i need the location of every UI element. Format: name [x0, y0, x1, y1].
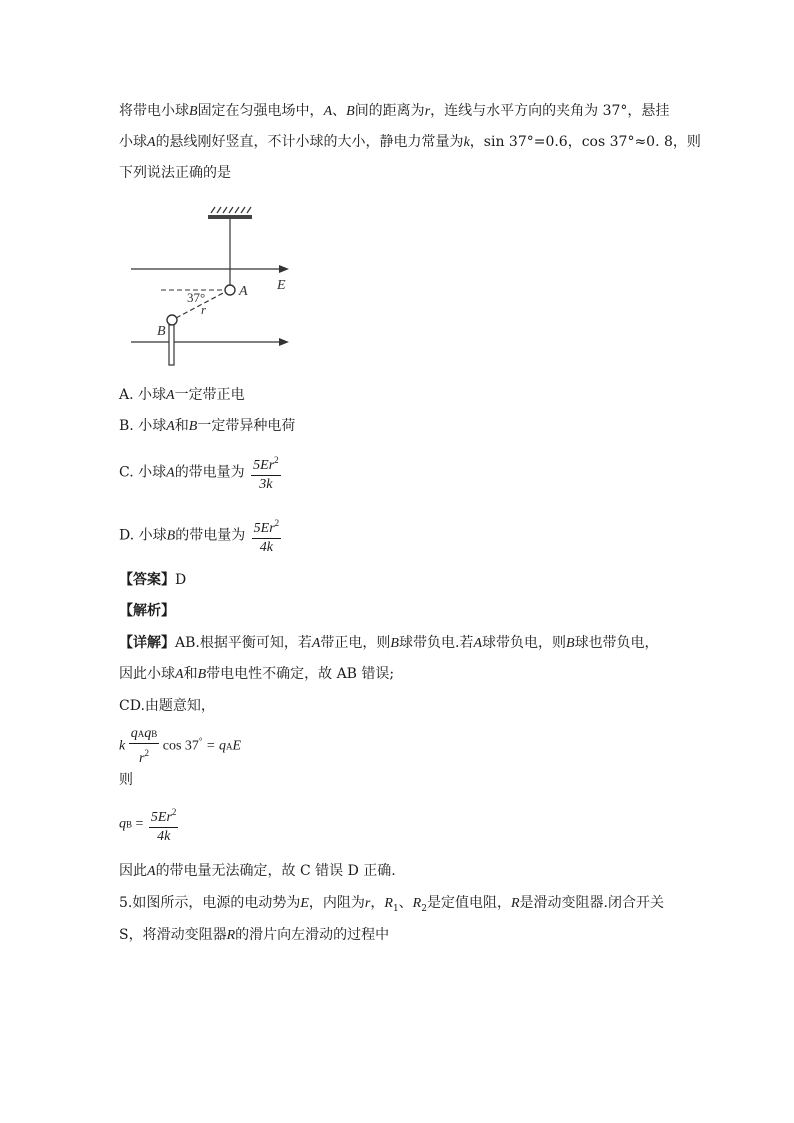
exponent: 2: [274, 455, 279, 465]
var-a: A: [323, 104, 333, 119]
eq-k: k: [119, 738, 126, 754]
field-diagram-svg: [119, 205, 319, 370]
exponent: 2: [274, 518, 280, 528]
var-r2: R: [412, 896, 422, 911]
option-a-prefix: A. 小球: [119, 387, 167, 403]
option-d-prefix: D. 小球: [119, 527, 167, 544]
answer-line: [119, 570, 186, 590]
denominator: 3k: [259, 477, 273, 492]
option-d-fraction: [252, 514, 282, 557]
r-label: r: [201, 302, 207, 317]
var-r: R: [510, 896, 520, 911]
option-c[interactable]: [119, 451, 281, 494]
ball-a: [225, 285, 235, 295]
numerator: 5Er: [253, 458, 275, 473]
text: S，将滑动变阻器: [119, 927, 227, 943]
text: 是定值电阻，: [426, 895, 511, 911]
denominator: 4k: [259, 540, 274, 555]
option-b-prefix: B. 小球: [119, 418, 167, 434]
text: 、: [398, 895, 413, 911]
var-a: A: [311, 636, 321, 651]
text: 带电电性不确定，故 AB 错误;: [206, 666, 395, 682]
q: q: [119, 816, 126, 832]
question-line-1: [119, 101, 669, 122]
analysis-label: [119, 601, 175, 621]
var-b: B: [346, 104, 355, 119]
numerator: 5Er: [253, 521, 275, 536]
text: 间的距离为: [354, 103, 425, 119]
answer-label: 【答案】: [119, 572, 175, 588]
ceiling-support: [208, 207, 252, 219]
analysis-line-3: CD.由题意知，: [119, 698, 215, 714]
sub-b: B: [151, 729, 158, 739]
question-line-2: [119, 132, 701, 153]
numerator: 5Er: [150, 810, 172, 825]
sub-a: A: [137, 729, 145, 739]
var-a: A: [175, 667, 184, 682]
angle-label: 37°: [187, 290, 206, 305]
next-question-line-2: [119, 925, 389, 946]
text: 的滑片向左滑动的过程中: [235, 927, 390, 943]
var-b: B: [188, 419, 198, 434]
var-b: B: [166, 528, 176, 544]
var-a: A: [473, 636, 482, 651]
text: 固定在匀强电场中，: [197, 103, 324, 119]
field-line-top: [131, 265, 289, 273]
var-a: A: [166, 388, 175, 403]
text: 5.如图所示，电源的电动势为: [119, 895, 301, 911]
b-label: B: [157, 324, 166, 339]
exponent: 2: [171, 807, 177, 817]
text: 的悬线刚好竖直，不计小球的大小，静电力常量为: [155, 134, 464, 150]
e: E: [232, 738, 242, 754]
q: q: [130, 726, 138, 741]
var-r: R: [226, 928, 236, 943]
eq2-fraction: [149, 803, 179, 846]
e-label: E: [277, 278, 286, 293]
text: ，内阻为: [308, 895, 365, 911]
text: 将带电小球: [119, 103, 189, 119]
text: ，: [370, 895, 385, 911]
field-line-bottom: [131, 338, 289, 346]
var-a: A: [147, 864, 156, 879]
text: 、: [332, 103, 347, 119]
var-a: A: [147, 135, 156, 150]
option-a-text: 一定带正电: [174, 387, 245, 403]
text: 因此: [119, 863, 147, 879]
equation-2: [119, 803, 178, 846]
option-c-prefix: C. 小球: [119, 464, 167, 481]
var-b: B: [197, 667, 207, 682]
equation-1: [119, 725, 241, 768]
var-e: E: [300, 896, 309, 911]
var-r: r: [364, 896, 371, 911]
detail-label: 【详解】: [119, 635, 175, 651]
text: 的带电量无法确定，故 C 错误 D 正确.: [155, 863, 396, 879]
a-label: A: [239, 284, 248, 299]
var-a: A: [166, 419, 175, 434]
exponent: 2: [144, 748, 149, 758]
sub-2: 2: [421, 903, 427, 914]
text: 球带负电，则: [482, 635, 566, 651]
text: 是滑动变阻器.闭合开关: [519, 895, 664, 911]
text: 小球: [119, 134, 147, 150]
var-r: r: [424, 104, 431, 119]
var-r1: R: [384, 896, 393, 911]
analysis-line-1: [119, 633, 659, 654]
then-text: 则: [119, 772, 133, 788]
cos-term: cos 37: [162, 738, 199, 754]
rod-b: [169, 325, 174, 365]
equals-q: = q: [202, 738, 226, 754]
degree: °: [198, 736, 203, 747]
option-d[interactable]: [119, 514, 281, 557]
text: ，连线与水平方向的夹角为 37°，悬挂: [430, 103, 670, 119]
text: 因此小球: [119, 666, 175, 682]
option-d-text: 的带电量为: [175, 527, 246, 544]
text: ，sin 37°=0.6，cos 37°≈0. 8，则: [469, 134, 701, 150]
analysis-conclusion: [119, 861, 396, 882]
r: r: [139, 751, 145, 766]
var-k: k: [463, 135, 470, 150]
sub-a: A: [225, 741, 233, 752]
denominator: 4k: [157, 829, 171, 844]
text: AB.根据平衡可知，若: [175, 635, 312, 651]
var-a: A: [166, 465, 175, 481]
option-b[interactable]: [119, 415, 295, 435]
question-line-3: 下列说法正确的是: [119, 165, 231, 181]
physics-diagram: [119, 205, 319, 374]
text: 带正电，则: [320, 635, 391, 651]
option-c-fraction: [251, 451, 281, 494]
option-b-text: 一定带异种电荷: [197, 418, 296, 434]
analysis-label-text: 【解析】: [119, 603, 175, 619]
eq1-fraction: [129, 725, 160, 768]
text: 和: [183, 666, 198, 682]
sub-1: 1: [392, 903, 399, 914]
q: q: [144, 726, 152, 741]
answer-value: D: [175, 572, 187, 588]
text: 球也带负电，: [574, 635, 659, 651]
analysis-line-2: [119, 664, 394, 685]
var-b: B: [189, 104, 198, 119]
option-a[interactable]: [119, 384, 245, 404]
var-b: B: [390, 636, 399, 651]
equals: =: [132, 816, 147, 832]
sub-b: B: [126, 819, 133, 830]
next-question-line-1: [119, 893, 664, 919]
text: 和: [174, 418, 189, 434]
var-b: B: [566, 636, 575, 651]
ball-b: [167, 315, 177, 325]
option-c-text: 的带电量为: [174, 464, 245, 481]
text: 球带负电.若: [398, 635, 474, 651]
